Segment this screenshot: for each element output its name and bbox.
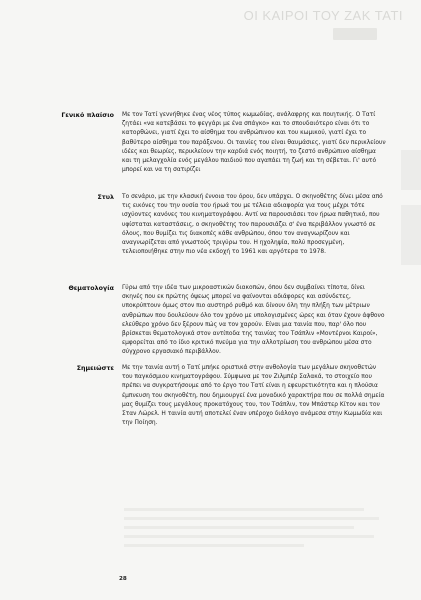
bleed-through-edge: [401, 205, 421, 265]
section-themes: [44, 284, 388, 358]
section-body: Με τον Τατί γεννήθηκε ένας νέος τύπος κωμωδίας, ανάλαφρης και ποιητικής. Ο Τατί ζητάει «να κατεβάσει το φεγγάρι με ένα σπάγκο» και το σπουδαιότερο είναι ότι το κατορθώνει, γιατί έχει το αίσθημα του ανθρώπινου και του κωμικού, γιατί έχει το βαθύτερο αίσθημα του παράξενου. Οι ταινίες του είναι θαυμάσιες, γιατί δεν περικλείουν ιδέες και θεωρίες, περικλείουν την καρδιά ενός ποιητή, το ζεστό ανθρώπινο αίσθημα και τη μελαγχολία ενός μεγάλου παιδιού που αγαπάει τη ζωή και τη σέβεται. Γι' αυτό μπορεί και να τη σατιρίζει: [122, 112, 386, 174]
section-label: Στυλ: [97, 194, 114, 201]
section-label: Σημειώστε: [76, 365, 114, 372]
section-label: Θεματολογία: [68, 285, 114, 292]
bleed-through-tab: [333, 28, 377, 40]
section-general-context: [44, 111, 388, 175]
bleed-through-text: [124, 508, 384, 553]
section-body: Γύρω από την ιδέα των μικροαστικών διακοπών, όπου δεν συμβαίνει τίποτα, δίνει σκηνές που εκ πρώτης όψεως μπορεί να φαίνονται αδιάφορες και ασύνδετες, υποκρύπτουν όμως στον πιο αυστηρό ρυθμό και δίνουν όλη την πλήξη των μέτριων ανθρώπων που δουλεύουν όλο τον χρόνο με υπολογισμένες ώρες και όταν έχουν άφθονο ελεύθερο χρόνο δεν ξέρουν πώς να τον χαρούν. Είναι μια ταινία που, παρ' όλο που βρίσκεται θεματολογικά στον αντίποδα της ταινίας του Τσάπλιν «Μοντέρνοι Καιροί», εμφορείται από το ίδιο κριτικό πνεύμα για την αλλοτρίωση του ανθρώπου μέσα στο σύγχρονο εργασιακό περιβάλλον.: [122, 285, 385, 356]
bleed-through-header: ΟΙ ΚΑΙΡΟΙ ΤΟΥ ΖΑΚ ΤΑΤΙ: [243, 8, 403, 23]
bleed-through-edge: [401, 150, 421, 190]
section-label: Γενικό πλαίσιο: [61, 112, 114, 119]
section-body: Με την ταινία αυτή ο Τατί μπήκε οριστικά στην ανθολογία των μεγάλων σκηνοθετών του παγκόσμιου κινηματογράφου. Σύμφωνα με τον Ζιλμπέρ Σαλακά, το στοιχείο που πρέπει να συγκρατήσουμε από το έργο του Τατί είναι η εφευρετικότητα και η πλούσια έμπνευση του σκηνοθέτη, που δημιουργεί ένα μοναδικό χαρακτήρα που σε πολλά σημεία μας θυμίζει τους μεγάλους προκατόχους του, τον Τσάπλιν, τον Μπάστερ Κίτον και τον Σταν Λώρελ. Η ταινία αυτή αποτελεί έναν υπέροχο διάλογο ανάμεσα στην Κωμωδία και την Ποίηση.: [122, 365, 385, 427]
section-body: Το σενάριο, με την κλασική έννοια του όρου, δεν υπάρχει. Ο σκηνοθέτης δίνει μέσα από τις εικόνες του την ουσία του ήρωά του με τέλεια αδιαφορία για τους μέχρι τότε ισχύοντες κανόνες του κινηματογράφου. Αντί να παρουσιάσει τον ήρωα παθητικό, που υφίσταται καταστάσεις, ο σκηνοθέτης τον παρουσιάζει σ' ένα περιβάλλον γνωστό σε όλους, που θυμίζει τις διακοπές κάθε ανθρώπου, όπου τον αναγνωρίζουν και αναγνωρίζεται από γνωστούς τριγύρω του. Η ηχοληψία, πολύ προσεγμένη, τελειοποιήθηκε στην πιο νέα εκδοχή το 1961 και αργότερα το 1978.: [122, 194, 383, 256]
section-notes: [44, 364, 388, 428]
page-number: 28: [119, 576, 127, 582]
section-style: [44, 193, 388, 257]
